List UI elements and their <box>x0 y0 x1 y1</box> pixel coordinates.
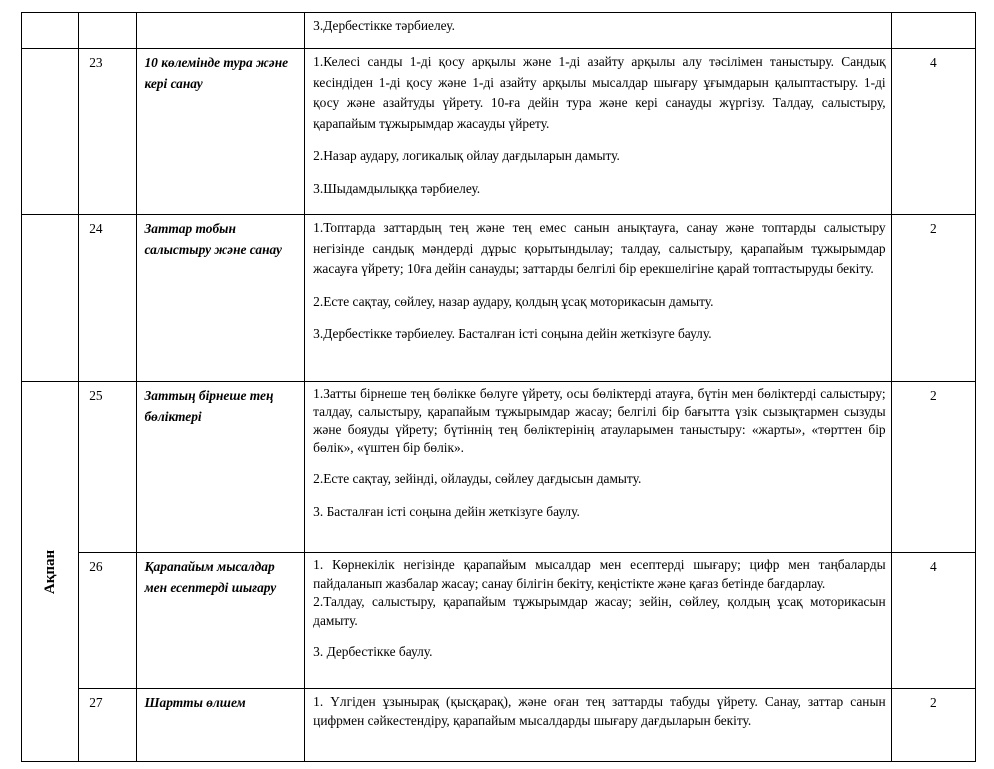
objective-paragraph: 2.Есте сақтау, сөйлеу, назар аудару, қолдың ұсақ моторикасын дамыту. <box>313 293 714 309</box>
lesson-objectives <box>305 215 891 382</box>
table-row <box>22 13 976 49</box>
objective-paragraph: 3. Басталған істі соңына дейін жеткізуге баулу. <box>313 503 580 519</box>
objective-paragraph: 1.Келесі санды 1-ді қосу арқылы және 1-ді азайту арқылы алу тәсілімен таныстыру. Сандық кесіндіден 1-ді қосу және 1-ді азайту арқылы мысалдар шығару ұғымдарын қалыптастыру. 1-ді қосу және азайтуды үйрету. 10-ға дейін тура және кері санауды жүргізу. Талдау, салыстыру, қарапайым тұжырымдар жасауды үйрету. <box>313 54 886 131</box>
objective-paragraph: 2.Есте сақтау, зейінді, ойлауды, сөйлеу дағдысын дамыту. <box>313 471 642 486</box>
lesson-topic: 10 көлемінде тура және кері санау <box>137 49 305 215</box>
lesson-hours: 4 <box>891 49 975 215</box>
table-row <box>22 382 976 553</box>
objective-paragraph: 1. Көрнекілік негізінде қарапайым мысалдар мен есептерді шығару; цифр мен таңбаларды пайдаланып жазбалар жасау; санау білігін бекіту, кеңістікте және қағаз бетінде бағдарлау. <box>313 557 886 591</box>
lesson-hours: 2 <box>891 215 975 382</box>
objective-paragraph: 3.Дербестікке тәрбиелеу. Басталған істі соңына дейін жеткізуге баулу. <box>313 326 712 341</box>
table-row <box>22 49 976 215</box>
objective-paragraph: 2.Талдау, салыстыру, қарапайым тұжырымдар жасау; зейін, сөйлеу, қолдың ұсақ моторикасын дамыту. <box>313 594 886 628</box>
curriculum-table <box>21 12 976 762</box>
lesson-topic: Заттың бірнеше тең бөліктері <box>137 382 305 553</box>
month-cell <box>22 382 79 762</box>
lesson-number: 26 <box>79 553 137 689</box>
lesson-number <box>79 13 137 49</box>
lesson-objectives <box>305 553 891 689</box>
objective-paragraph: 1. Үлгіден ұзынырақ (қысқарақ), және оған тең заттарды табуды үйрету. Санау, заттар санын цифрмен сәйкестендіру, қарапайым мысалдарды шығару дағдыларын бекіту. <box>313 694 886 728</box>
lesson-topic: Қарапайым мысалдар мен есептерді шығару <box>137 553 305 689</box>
table-row <box>22 215 976 382</box>
lesson-number: 24 <box>79 215 137 382</box>
lesson-hours: 2 <box>891 382 975 553</box>
table-row <box>22 553 976 689</box>
lesson-objectives <box>305 382 891 553</box>
lesson-hours: 2 <box>891 689 975 762</box>
lesson-objectives <box>305 689 891 762</box>
month-label: Ақпан <box>41 549 58 594</box>
lesson-number: 25 <box>79 382 137 553</box>
lesson-number: 23 <box>79 49 137 215</box>
lesson-objectives <box>305 49 891 215</box>
lesson-number: 27 <box>79 689 137 762</box>
objective-paragraph: 1.Топтарда заттардың тең және тең емес санын анықтауға, санау және топтарды салыстыру негізінде сандық мәндерді дұрыс қорытындылау; талдау, салыстыру, қарапайым тұжырымдар жасауға үйрету; 10ға дейін санауды; заттарды белгілі бір ерекшелігіне қарай топтастыруды бекіту. <box>313 220 886 276</box>
lesson-hours <box>891 13 975 49</box>
objective-paragraph: 2.Назар аудару, логикалық ойлау дағдыларын дамыту. <box>313 148 620 163</box>
lesson-objectives <box>305 13 891 49</box>
objective-paragraph: 3.Дербестікке тәрбиелеу. <box>313 18 455 33</box>
objective-paragraph: 3.Шыдамдылыққа тәрбиелеу. <box>313 180 481 196</box>
lesson-topic: Заттар тобын салыстыру және санау <box>137 215 305 382</box>
month-cell-blank <box>22 215 79 382</box>
objective-paragraph: 1.Затты бірнеше тең бөлікке бөлуге үйрету, осы бөліктерді атауға, бүтін мен бөліктерді салыстыру; талдау, салыстыру, қарапайым тұжырымдар жасау; белгілі бір бағытта үзік сызықтармен сызуды және бояуды үйрету; бүтіннің тең бөліктерінің атауларымен таныстыру: «жарты», «төрттен бір бөлік», «үштен бір бөлік». <box>313 386 886 455</box>
table-row <box>22 689 976 762</box>
lesson-topic <box>137 13 305 49</box>
month-cell-blank <box>22 49 79 215</box>
month-cell-blank <box>22 13 79 49</box>
objective-paragraph: 3. Дербестікке баулу. <box>313 644 433 659</box>
lesson-topic: Шартты өлшем <box>137 689 305 762</box>
lesson-hours: 4 <box>891 553 975 689</box>
